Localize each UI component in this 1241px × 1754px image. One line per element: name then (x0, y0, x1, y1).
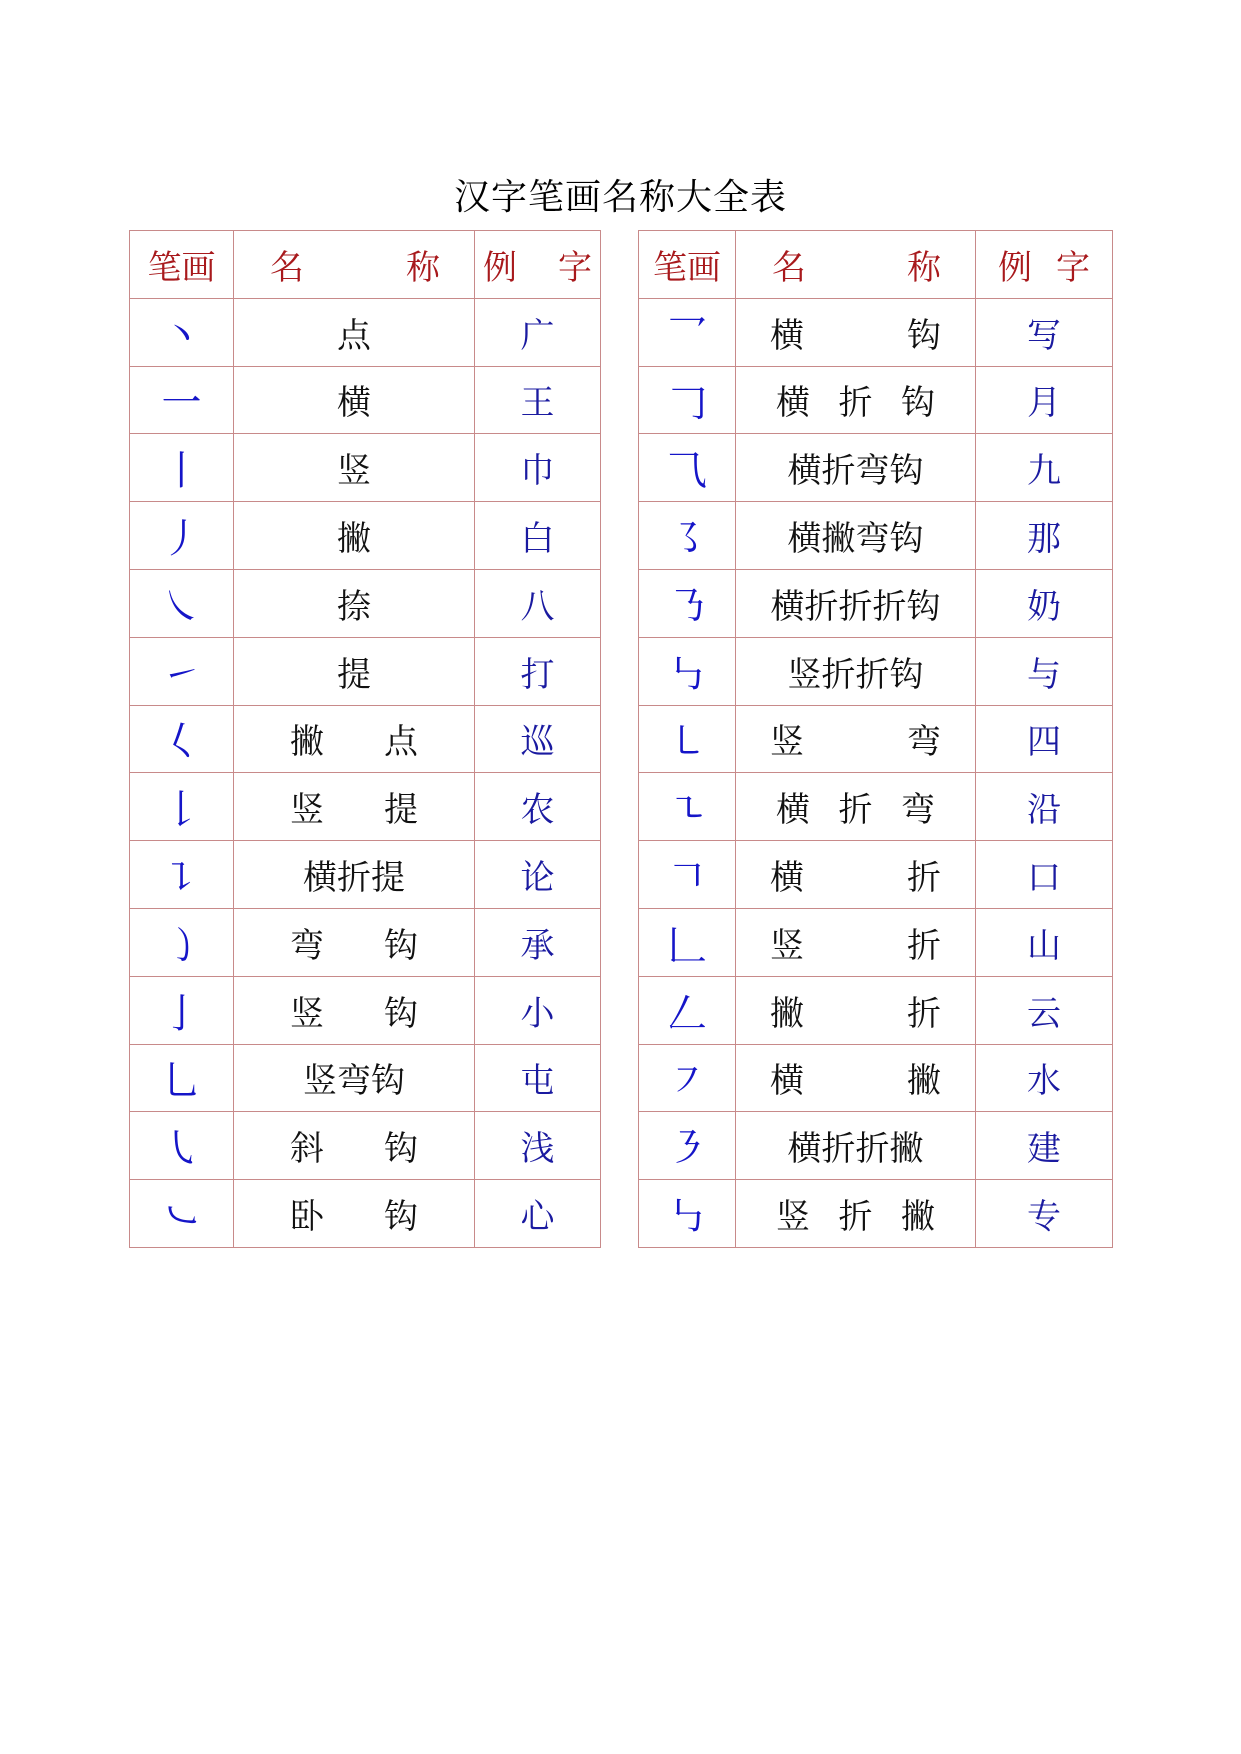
stroke-name (234, 502, 475, 570)
stroke-glyph: ㇀ (130, 637, 234, 705)
table-row (639, 1044, 1113, 1112)
stroke-name (234, 298, 475, 366)
stroke-glyph: ㇍ (639, 773, 736, 841)
table-row (130, 434, 601, 502)
example-character: 巾 (475, 434, 601, 502)
stroke-glyph: ㇋ (639, 1112, 736, 1180)
stroke-name-part: 竖 (770, 722, 804, 763)
table-row (130, 1044, 601, 1112)
stroke-glyph: 亅 (130, 976, 234, 1044)
table-row (639, 908, 1113, 976)
table-body-right (639, 298, 1113, 1247)
stroke-glyph: ㇇ (639, 1044, 736, 1112)
example-character: 屯 (475, 1044, 601, 1112)
stroke-name-part: 竖 (770, 925, 804, 966)
header-example (475, 231, 601, 299)
stroke-name (234, 434, 475, 502)
stroke-name-text: 横折折折钩 (770, 586, 941, 627)
stroke-glyph: 𠃌 (639, 366, 736, 434)
table-row (130, 841, 601, 909)
stroke-name-part: 折 (907, 925, 941, 966)
stroke-glyph: ㇏ (130, 569, 234, 637)
stroke-glyph: ㇁ (130, 908, 234, 976)
stroke-name (736, 637, 976, 705)
table-row (639, 298, 1113, 366)
stroke-glyph: 丿 (130, 502, 234, 570)
stroke-name-part: 点 (384, 722, 418, 763)
header-example-a: 例 (998, 247, 1032, 288)
table-row (639, 773, 1113, 841)
stroke-name-part: 弯 (907, 722, 941, 763)
stroke-glyph: 乚 (130, 1044, 234, 1112)
table-row (130, 502, 601, 570)
example-character: 沿 (976, 773, 1113, 841)
stroke-name (736, 908, 976, 976)
table-row (130, 637, 601, 705)
example-character: 小 (475, 976, 601, 1044)
header-stroke: 笔画 (130, 231, 234, 299)
stroke-name-part: 竖 (290, 993, 324, 1034)
stroke-glyph: ㇌ (639, 502, 736, 570)
stroke-name (234, 1180, 475, 1248)
example-character: 专 (976, 1180, 1113, 1248)
example-character: 八 (475, 569, 601, 637)
table-row (130, 569, 601, 637)
table-row (130, 705, 601, 773)
stroke-name-text: 竖 (337, 451, 371, 492)
stroke-name (736, 1180, 976, 1248)
stroke-name-text: 横 (337, 383, 371, 424)
stroke-name-part: 横 (776, 790, 810, 831)
stroke-glyph: 丶 (130, 298, 234, 366)
table-row (130, 1112, 601, 1180)
stroke-name-text: 横撇弯钩 (787, 519, 924, 560)
stroke-name-part: 折 (838, 383, 873, 424)
header-name-a: 名 (270, 247, 304, 288)
stroke-name-text: 横折折撇 (787, 1129, 924, 1170)
table-row (639, 976, 1113, 1044)
stroke-glyph: 一 (130, 366, 234, 434)
stroke-glyph: ⺄ (639, 434, 736, 502)
stroke-name (234, 908, 475, 976)
example-character: 写 (976, 298, 1113, 366)
stroke-name (736, 569, 976, 637)
header-stroke: 笔画 (639, 231, 736, 299)
stroke-name-part: 折 (838, 1197, 873, 1238)
stroke-name (736, 502, 976, 570)
stroke-name-part: 横 (770, 315, 804, 356)
stroke-name-part: 折 (907, 858, 941, 899)
stroke-table-left (129, 230, 601, 1248)
header-example-b: 字 (558, 247, 592, 288)
example-character: 云 (976, 976, 1113, 1044)
example-character: 四 (976, 705, 1113, 773)
example-character: 口 (976, 841, 1113, 909)
stroke-name-part: 竖 (290, 790, 324, 831)
example-character: 白 (475, 502, 601, 570)
stroke-name (736, 366, 976, 434)
example-character: 浅 (475, 1112, 601, 1180)
stroke-name-part: 弯 (901, 790, 935, 831)
example-character: 农 (475, 773, 601, 841)
stroke-name (736, 434, 976, 502)
stroke-name (234, 841, 475, 909)
table-row (130, 908, 601, 976)
example-character: 论 (475, 841, 601, 909)
stroke-glyph: 𡿨 (130, 705, 234, 773)
stroke-name-text: 撇 (337, 519, 371, 560)
stroke-name (234, 569, 475, 637)
stroke-name-text: 横折弯钩 (787, 451, 924, 492)
stroke-glyph: 𠃋 (639, 976, 736, 1044)
stroke-name-part: 竖 (776, 1197, 810, 1238)
stroke-name (736, 976, 976, 1044)
stroke-glyph: ㇄ (639, 705, 736, 773)
stroke-name-part: 钩 (384, 925, 418, 966)
header-name (736, 231, 976, 299)
example-character: 巡 (475, 705, 601, 773)
table-row (639, 705, 1113, 773)
header-example-a: 例 (483, 247, 517, 288)
example-character: 心 (475, 1180, 601, 1248)
header-name-b: 称 (406, 247, 440, 288)
stroke-name (736, 773, 976, 841)
stroke-name-part: 横 (770, 1061, 804, 1102)
table-row (639, 1112, 1113, 1180)
stroke-glyph: 𠃍 (639, 841, 736, 909)
stroke-name-part: 钩 (384, 1197, 418, 1238)
stroke-name-part: 撇 (901, 1197, 935, 1238)
stroke-name-part: 折 (907, 993, 941, 1034)
stroke-glyph: 丨 (130, 434, 234, 502)
stroke-name (234, 1112, 475, 1180)
table-row (639, 502, 1113, 570)
table-row (639, 366, 1113, 434)
header-row (639, 231, 1113, 299)
stroke-glyph: ㇂ (130, 1112, 234, 1180)
header-example-b: 字 (1056, 247, 1090, 288)
header-name-a: 名 (772, 247, 806, 288)
stroke-name-text: 竖折折钩 (787, 654, 924, 695)
example-character: 九 (976, 434, 1113, 502)
header-row (130, 231, 601, 299)
table-row (639, 841, 1113, 909)
stroke-glyph: ㇉ (639, 1180, 736, 1248)
example-character: 与 (976, 637, 1113, 705)
stroke-name-text: 捺 (337, 586, 371, 627)
stroke-name-part: 横 (770, 858, 804, 899)
stroke-table-right (638, 230, 1113, 1248)
stroke-name-part: 横 (776, 383, 810, 424)
example-character: 奶 (976, 569, 1113, 637)
stroke-name-text: 横折提 (303, 858, 405, 899)
stroke-glyph: 𠃊 (639, 908, 736, 976)
example-character: 月 (976, 366, 1113, 434)
table-row (639, 1180, 1113, 1248)
table-row (639, 569, 1113, 637)
stroke-glyph: ㇃ (130, 1180, 234, 1248)
stroke-glyph: ㇡ (639, 569, 736, 637)
stroke-name (736, 1112, 976, 1180)
table-body-left (130, 298, 601, 1247)
stroke-name (234, 1044, 475, 1112)
example-character: 打 (475, 637, 601, 705)
example-character: 那 (976, 502, 1113, 570)
table-row (130, 976, 601, 1044)
stroke-name-part: 撇 (290, 722, 324, 763)
example-character: 水 (976, 1044, 1113, 1112)
stroke-name-part: 钩 (384, 993, 418, 1034)
stroke-name-part: 折 (838, 790, 873, 831)
table-row (130, 298, 601, 366)
stroke-name (234, 976, 475, 1044)
stroke-name (234, 366, 475, 434)
header-name (234, 231, 475, 299)
table-row (639, 637, 1113, 705)
header-name-b: 称 (907, 247, 941, 288)
stroke-name (234, 773, 475, 841)
example-character: 建 (976, 1112, 1113, 1180)
stroke-name (234, 705, 475, 773)
stroke-glyph: 乛 (639, 298, 736, 366)
stroke-name (736, 298, 976, 366)
example-character: 山 (976, 908, 1113, 976)
example-character: 承 (475, 908, 601, 976)
stroke-name-text: 竖弯钩 (303, 1061, 405, 1102)
table-row (130, 1180, 601, 1248)
table-row (639, 434, 1113, 502)
table-row (130, 773, 601, 841)
stroke-name-part: 撇 (770, 993, 804, 1034)
table-row (130, 366, 601, 434)
header-example (976, 231, 1113, 299)
stroke-name-text: 点 (337, 315, 371, 356)
stroke-name (736, 841, 976, 909)
example-character: 广 (475, 298, 601, 366)
stroke-name-text: 提 (337, 654, 371, 695)
stroke-name (736, 1044, 976, 1112)
example-character: 王 (475, 366, 601, 434)
stroke-name-part: 提 (384, 790, 418, 831)
stroke-name-part: 撇 (907, 1061, 941, 1102)
stroke-glyph: ㇊ (130, 841, 234, 909)
stroke-name (736, 705, 976, 773)
stroke-name-part: 弯 (290, 925, 324, 966)
stroke-glyph: 𠄌 (130, 773, 234, 841)
stroke-glyph: ㇉ (639, 637, 736, 705)
stroke-name-part: 斜 (290, 1129, 324, 1170)
stroke-name (234, 637, 475, 705)
stroke-name-part: 卧 (290, 1197, 324, 1238)
stroke-name-part: 钩 (901, 383, 935, 424)
stroke-name-part: 钩 (384, 1129, 418, 1170)
stroke-name-part: 钩 (907, 315, 941, 356)
page-title: 汉字笔画名称大全表 (453, 177, 787, 218)
